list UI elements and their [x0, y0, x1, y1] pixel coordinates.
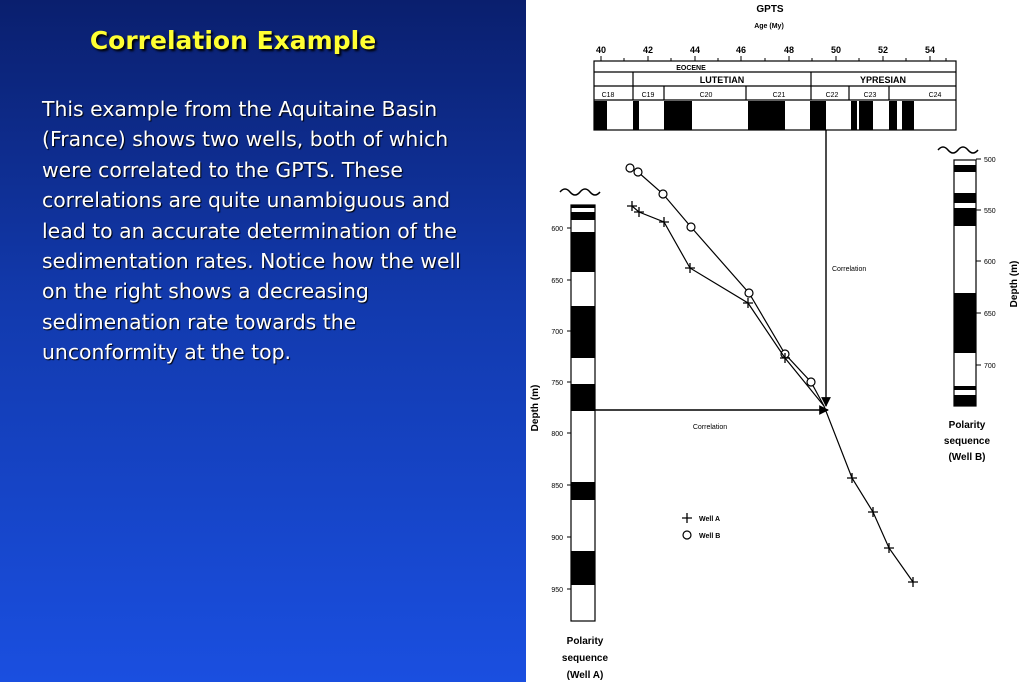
well-a-point: [847, 473, 857, 483]
legend-well-a: Well A: [699, 516, 721, 523]
legend-well-b: Well B: [699, 533, 721, 540]
age-tick-label: 54: [924, 45, 936, 55]
well-b-point: [745, 289, 753, 297]
well-b-caption-line: Polarity: [948, 420, 986, 431]
age-tick-label: 42: [642, 45, 654, 55]
age-tick-label: 48: [783, 45, 795, 55]
gpts-age-ticks: [596, 45, 935, 55]
depth-tick-label: 700: [551, 329, 563, 336]
well-b-point: [659, 190, 667, 198]
well-b-caption: [944, 420, 991, 463]
well-b-point: [687, 223, 695, 231]
depth-tick-label: 900: [551, 535, 563, 542]
stage-label: YPRESIAN: [859, 75, 907, 85]
well-a-caption: [562, 636, 609, 681]
well-b-point: [626, 164, 634, 172]
gpts-axis-label: Age (My): [754, 23, 784, 30]
gpts-polarity-bar: [594, 101, 914, 130]
well-a-caption-line: Polarity: [566, 636, 604, 647]
chron-label: C21: [772, 92, 786, 99]
well-b-caption-line: (Well B): [948, 452, 986, 463]
well-b-caption-line: sequence: [943, 436, 991, 447]
well-b-depth-ticks: [984, 157, 996, 370]
chron-label: C24: [928, 92, 942, 99]
age-tick-label: 46: [735, 45, 747, 55]
depth-tick-label: 600: [551, 226, 563, 233]
chron-label: C23: [863, 92, 877, 99]
well-b-depth-tick-marks: [976, 159, 981, 365]
well-a-point: [659, 217, 669, 227]
depth-tick-label: 800: [551, 431, 563, 438]
well-b-markers: [626, 164, 815, 386]
depth-tick-label: 650: [984, 311, 996, 318]
chron-label: C19: [641, 92, 655, 99]
gpts-title: GPTS: [756, 4, 784, 15]
well-b-point: [634, 168, 642, 176]
well-a-point: [743, 298, 753, 308]
well-a-point: [868, 507, 878, 517]
legend-cross-icon: [682, 513, 692, 523]
depth-tick-label: 850: [551, 483, 563, 490]
well-a-point: [884, 543, 894, 553]
well-a-curve: [632, 206, 913, 582]
correlation-label-horizontal: Correlation: [692, 424, 728, 431]
depth-tick-label: 950: [551, 587, 563, 594]
age-tick-label: 52: [877, 45, 889, 55]
well-a-wavy-top: [560, 189, 600, 195]
slide-title: Correlation Example: [89, 26, 377, 55]
depth-tick-label: 700: [984, 363, 996, 370]
gpts-tick-marks: [601, 56, 946, 61]
well-a-point: [685, 263, 695, 273]
depth-tick-label: 650: [551, 278, 563, 285]
age-tick-label: 40: [595, 45, 607, 55]
well-a-caption-line: sequence: [561, 653, 609, 664]
chron-label: C20: [699, 92, 713, 99]
depth-tick-label: 750: [551, 380, 563, 387]
epoch-label: EOCENE: [676, 65, 706, 72]
depth-tick-label: 500: [984, 157, 996, 164]
well-b-depth-label: Depth (m): [1009, 260, 1020, 308]
chron-labels: [602, 92, 942, 99]
legend: [682, 513, 720, 540]
depth-tick-label: 600: [984, 259, 996, 266]
age-tick-label: 44: [689, 45, 701, 55]
depth-tick-label: 550: [984, 208, 996, 215]
well-a-depth-ticks: [551, 226, 563, 594]
age-tick-label: 50: [830, 45, 842, 55]
well-a-point: [908, 577, 918, 587]
stage-label: LUTETIAN: [699, 75, 745, 85]
well-a-depth-label: Depth (m): [530, 384, 541, 432]
well-a-caption-line: (Well A): [566, 670, 604, 681]
slide-body-text: This example from the Aquitaine Basin (France) shows two wells, both of which were correlated to the GPTS. These correlations are quite unambiguous and lead to an accurate determination of the sedimentation rates. Notice how the well on the right shows a decreasing sedimenation rate towards the unconformity at the top.: [42, 97, 461, 365]
legend-circle-icon: [683, 531, 691, 539]
chron-label: C22: [825, 92, 839, 99]
figure-panel: [526, 0, 1023, 682]
well-a-markers: [627, 201, 918, 587]
correlation-figure: [526, 0, 1023, 682]
well-b-wavy-top: [938, 147, 978, 153]
well-b-point: [807, 378, 815, 386]
chron-label: C18: [601, 92, 615, 99]
correlation-label-vertical: Correlation: [832, 266, 867, 273]
